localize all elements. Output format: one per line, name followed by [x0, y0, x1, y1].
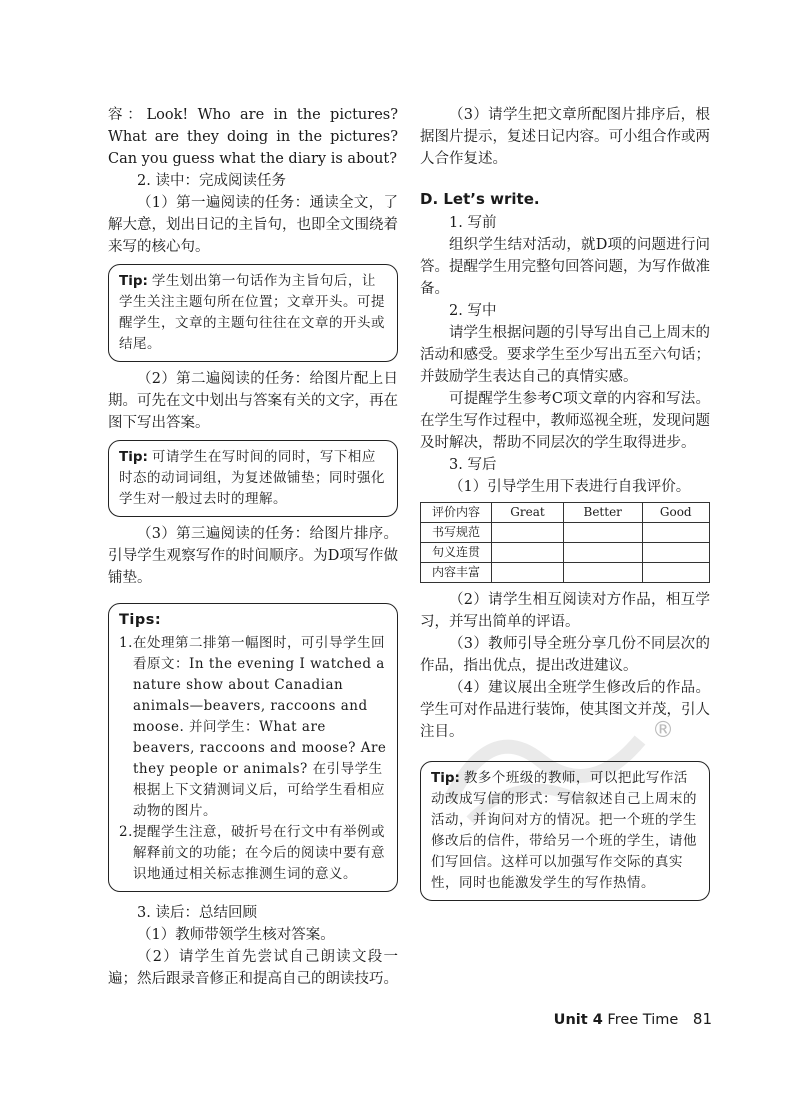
table-cell — [563, 543, 642, 563]
table-row — [421, 543, 710, 563]
page-footer — [554, 1010, 712, 1028]
table-row-label: 句义连贯 — [421, 543, 492, 563]
page-number: 81 — [692, 1010, 712, 1028]
table-row-label: 内容丰富 — [421, 563, 492, 583]
after-writing-2: （2）请学生相互阅读对方作品，相互学习，并写出简单的评语。 — [420, 592, 710, 630]
left-column — [108, 104, 398, 990]
table-header-row — [421, 503, 710, 523]
reading-task-2: （2）第二遍阅读的任务：给图片配上日期。可先在文中划出与答案有关的文字，再在图下写出答案。 — [108, 371, 398, 431]
pre-writing-text: 组织学生结对活动，就D项的问题进行问答。提醒学生用完整句回答问题，为写作做准备。 — [420, 237, 710, 297]
tip-label: Tip: — [431, 770, 460, 786]
table-row — [421, 523, 710, 543]
after-writing-1: （1）引导学生用下表进行自我评价。 — [449, 479, 691, 495]
right-column — [420, 104, 710, 907]
table-cell — [492, 543, 564, 563]
tips-title: Tips: — [119, 612, 162, 628]
during-writing-text-1: 请学生根据问题的引导写出自己上周末的活动和感受。要求学生至少写出五至六句话；并鼓励学生表达自己的真情实感。 — [420, 325, 710, 385]
intro-continuation: 容：Look! Who are in the pictures? What are they doing in the pictures? Can you guess what the diary is about? — [108, 107, 398, 167]
watermark-registered: ® — [652, 718, 674, 743]
table-header-cell: Better — [563, 503, 642, 523]
after-writing-3: （3）教师引导全班分享几份不同层次的作品，指出优点，提出改进建议。 — [420, 636, 710, 674]
footer-title: Free Time — [607, 1012, 679, 1028]
post-reading-1: （1）教师带领学生核对答案。 — [137, 927, 335, 943]
tips-item-number: 1. — [119, 635, 133, 651]
while-reading-heading: 2. 读中：完成阅读任务 — [137, 173, 286, 189]
table-row — [421, 563, 710, 583]
table-cell — [642, 563, 710, 583]
self-evaluation-table — [420, 502, 710, 583]
table-cell — [492, 563, 564, 583]
reading-task-1: （1）第一遍阅读的任务：通读全文，了解大意，划出日记的主旨句，也即全文围绕着来写的核心句。 — [108, 195, 398, 255]
table-header-cell: 评价内容 — [421, 503, 492, 523]
tip-box-4 — [420, 761, 710, 901]
table-row-label: 书写规范 — [421, 523, 492, 543]
tips-item-1 — [119, 633, 387, 822]
tips-item-text: 在处理第二排第一幅图时，可引导学生回看原文：In the evening I watched a nature show about Canadian animals—beavers, raccoons and moose. 并问学生：What are beavers, raccoons and moose? Are they people or animals? 在引导学生根据上下文猜测词义后，可给学生看相应动物的图片。 — [133, 635, 387, 819]
tip-text: 学生划出第一句话作为主旨句后，让学生关注主题句所在位置；文章开头。可提醒学生，文章的主题句往往在文章的开头或结尾。 — [119, 273, 385, 352]
table-cell — [642, 523, 710, 543]
during-writing-text-2: 可提醒学生参考C项文章的内容和写法。在学生写作过程中，教师巡视全班，发现问题及时解决，帮助不同层次的学生取得进步。 — [420, 391, 710, 451]
tip-box-1 — [108, 264, 398, 362]
post-reading-2: （2）请学生首先尝试自己朗读文段一遍；然后跟录音修正和提高自己的朗读技巧。 — [108, 949, 398, 987]
post-reading-heading: 3. 读后：总结回顾 — [137, 905, 257, 921]
reading-task-3: （3）第三遍阅读的任务：给图片排序。引导学生观察写作的时间顺序。为D项写作做铺垫。 — [108, 526, 398, 586]
during-writing-heading: 2. 写中 — [449, 303, 497, 319]
tip-label: Tip: — [119, 449, 148, 465]
tip-box-2 — [108, 440, 398, 517]
tips-item-number: 2. — [119, 824, 133, 840]
footer-unit: Unit 4 — [553, 1012, 603, 1028]
table-header-cell: Great — [492, 503, 564, 523]
section-d-heading: D. Let’s write. — [420, 190, 540, 208]
tip-text: 可请学生在写时间的同时，写下相应时态的动词词组，为复述做铺垫；同时强化学生对一般过去时的理解。 — [119, 449, 385, 507]
tip-label: Tip: — [119, 273, 148, 289]
table-cell — [492, 523, 564, 543]
table-cell — [563, 563, 642, 583]
table-header-cell: Good — [642, 503, 710, 523]
table-cell — [642, 543, 710, 563]
table-cell — [563, 523, 642, 543]
post-reading-3: （3）请学生把文章所配图片排序后，根据图片提示，复述日记内容。可小组合作或两人合作复述。 — [420, 107, 710, 167]
tip-text: 教多个班级的教师，可以把此写作活动改成写信的形式：写信叙述自己上周末的活动，并询问对方的情况。把一个班的学生修改后的信件，带给另一个班的学生，请他们写回信。这样可以加强写作交际的真实性，同时也能激发学生的写作热情。 — [431, 770, 697, 891]
after-writing-4: （4）建议展出全班学生修改后的作品。学生可对作品进行装饰，使其图文并茂，引人注目。 — [420, 680, 710, 740]
after-writing-heading: 3. 写后 — [449, 457, 497, 473]
tips-item-2 — [119, 822, 387, 885]
pre-writing-heading: 1. 写前 — [449, 215, 497, 231]
tips-item-text: 提醒学生注意，破折号在行文中有举例或解释前文的功能；在今后的阅读中要有意识地通过相关标志推测生词的意义。 — [133, 824, 385, 882]
tips-box-3 — [108, 603, 398, 892]
